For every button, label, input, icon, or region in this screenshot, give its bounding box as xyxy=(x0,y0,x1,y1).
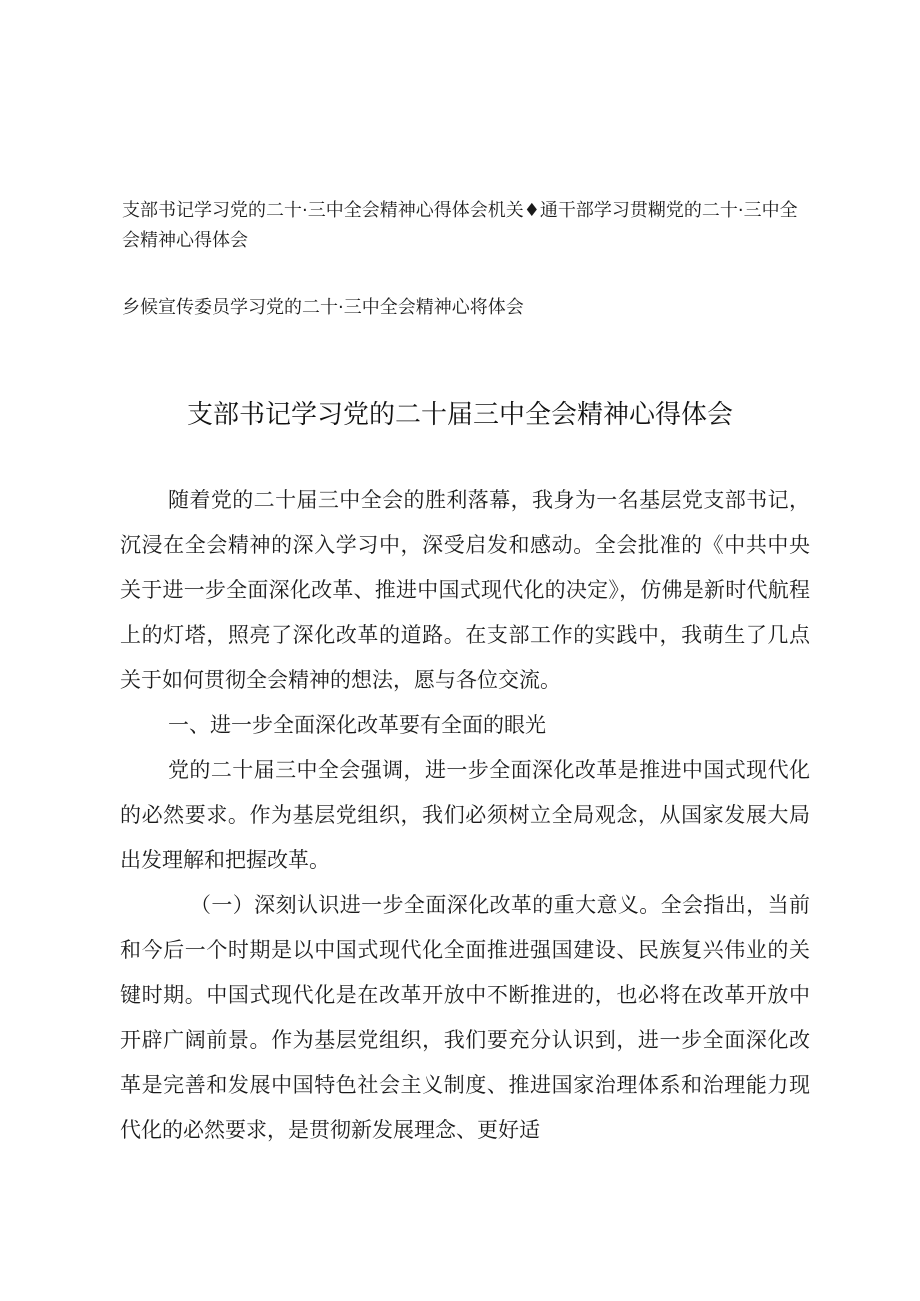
document-title: 支部书记学习党的二十届三中全会精神心得体会 xyxy=(186,400,733,431)
paragraph-subsection-1: （一）深刻认识进一步全面深化改革的重大意义。全会指出，当前和今后一个时期是以中国式现代化全面推进强国建设、民族复兴伟业的关键时期。中国式现代化是在改革开放中不断推进的，也必将在改革开放中开辟广阔前景。作为基层党组织，我们要充分认识到，进一步全面深化改革是完善和发展中国特色社会主义制度、推进国家治理体系和治理能力现代化的必然要求，是贯彻新发展理念、更好适 xyxy=(120,893,810,1142)
paragraph-section-1: 党的二十届三中全会强调，进一步全面深化改革是推进中国式现代化的必然要求。作为基层党组织，我们必须树立全局观念，从国家发展大局出发理解和把握改革。 xyxy=(120,758,810,872)
section-heading-1: 一、进一步全面深化改革要有全面的眼光 xyxy=(168,713,546,737)
document-body xyxy=(120,478,810,1153)
toc-entry-1: 支部书记学习党的二十·三中全会精神心得体会机关♦通干部学习贯糊党的二十·三中全会精神心得体会 xyxy=(122,200,798,251)
paragraph-intro: 随着党的二十届三中全会的胜利落幕，我身为一名基层党支部书记，沉浸在全会精神的深入学习中，深受启发和感动。全会批准的《中共中央关于进一步全面深化改革、推进中国式现代化的决定》，仿佛是新时代航程上的灯塔，照亮了深化改革的道路。在支部工作的实践中，我萌生了几点关于如何贯彻全会精神的想法，愿与各位交流。 xyxy=(120,488,810,692)
toc-entry-2: 乡候宣传委员学习党的二十·三中全会精神心将体会 xyxy=(122,297,524,318)
